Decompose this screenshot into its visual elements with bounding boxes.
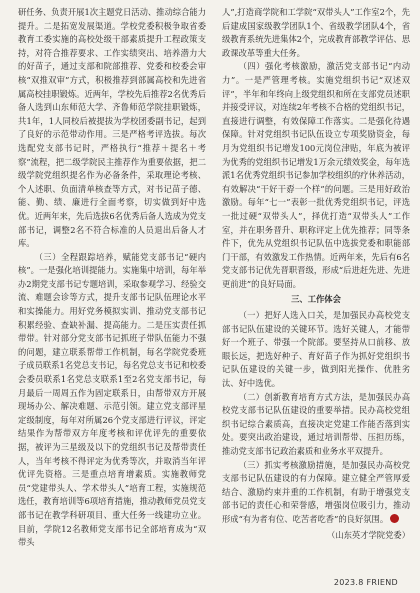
paragraph: 研任务、负责开展1次主题党日活动、推动综合能力提升。二是拓宽发展渠道。学校党委积极争取省委教育工委实施的高校处级干部素质提升工程政策支持，对符合推荐要求、工作实绩突出、培养潜力大的好苗子，通过支部和院部推荐、党委和校委会审核“双推双审”方式，积极推荐到部属高校和先进省属高校挂职锻炼。近两年，学校先后推荐2名优秀后备人选到山东师范大学、齐鲁师范学院挂职锻炼，共1年，1人同校后被提拔为学校团委副书记，起到了良好的示范带动作用。三是严格考评选拔。每次选配党支部书记时，严格执行“推荐＋提名＋考察”流程，把二级学院民主推荐作为重要依据，把二级学院党组织提名作为必备条件，采取理论考核、个人述职、负面清单核查等方式，对书记苗子德、能、勤、绩、廉进行全面考察，切实做到好中选优。近两年来，先后选拔6名优秀后备人选成为党支部书记，调整2名不符合标准的人员退出后备人才库。 xyxy=(18,7,206,249)
page-footer: 2023.8 FRIEND xyxy=(333,578,398,587)
right-column xyxy=(222,6,410,542)
source-attribution: （山东英才学院党委） xyxy=(327,529,410,540)
paragraph: （四）强化考核激励，激活党支部书记“内动力”。一是严管理考核。实施党组织书记“双述双评”，半年和年终向上级党组织和所在支部党员述职并接受评议，对连续2年考核不合格的党组织书记，直接进行调整，有效保障工作落实。二是强化待遇保障。针对党组织书记队伍设立专项奖励资金，每月为党组织书记增发100元岗位津贴，年底为被评为优秀的党组织书记增发1万余元绩效奖金，每年选派1名优秀党组织书记参加学校组织的疗休养活动，有效解决“干好干孬一个样”的问题。三是用好政治激励。每年“七一”表彰一批优秀党组织书记，评选一批过硬“双带头人”，择优打造“双带头人”工作室，并在职务晋升、职称评定上优先推荐；同等条件下，优先从党组织书记队伍中选拔党委和职能部门干部，有效激发工作热情。近两年来，先后有6名党支部书记优先晋职晋级，形成“后进赶先进、先进更前进”的良好局面。 xyxy=(222,61,410,289)
paragraph: （三）全程跟踪培养，赋能党支部书记“硬内核”。一是强化培训提能力。实施集中培训，每年举办2期党支部书记专题培训，采取参观学习、经验交流、难题会诊等方式，提升支部书记队伍理论水平和实操能力。用好党务模拟实训、推动党支部书记积累经验、查缺补漏、提高能力。二是压实责任抓带带。针对部分党支部书记抓班子带队伍能力不强的问题，建立联系帮带工作机制，每名学院党委班子成员联系1名党总支书记，每名党总支书记和校委会委员联系1名党总支联系1至2名党支部书记，每月最后一周周五作为固定联系日，由帮带双方开展现场办公、解决难题、示范引领。建立党支部评星定级制度，每年对所属26个党支部进行评议，评定结果作为帮带双方年度考核和评优评先的重要依据，被评为三星级及以下的党组织书记及帮带责任人，当年考核不得评定为优秀等次，并取消当年评优评先资格。三是重点培育增素质。实施教师党员“党建带头人、学术带头人”培育工程，实施规范选任，教育培训等6项培育措施，推动教师党员党支部书记在教学科研项目、重大任务一线建功立业。目前，学院12名教师党支部书记全部培育成为“双带头 xyxy=(18,251,206,548)
paragraph-last xyxy=(222,459,410,527)
paragraph: （一）把好人选入口关，是加强民办高校党支部书记队伍建设的关键环节。选好关键人，才能带好一个班子、带强一个院部。要坚持从口前移、放眼长远，把选好种子、育好苗子作为抓好党组织书记队伍建设的关键一步，做到阳光操作、优胜劣汰、好中选优。 xyxy=(222,310,410,389)
section-heading: 三、工作体会 xyxy=(291,294,341,305)
paragraph: 人”,打造商学院和工学院“双带头人”工作室2个，先后建成国家级教学团队1个、省级教学团队4个，省级教育系统先进集体2个，完成教育部教学评估、思政课改革等重大任务。 xyxy=(222,7,410,58)
paragraph: （二）创新教育培育方式方法，是加强民办高校党支部书记队伍建设的重要举措。民办高校党组织书记综合素质高，直接决定党建工作能否落到实处。要突出政治建设，通过培训帮带、压担历练，推动党支部书记政治素质和业务水平双提升。 xyxy=(222,391,410,456)
article-page xyxy=(18,6,410,576)
left-column xyxy=(18,6,206,550)
end-mark-icon xyxy=(390,514,399,523)
paragraph-text: （三）抓实考核激励措施，是加强民办高校党支部书记队伍建设的有力保障。建立健全严管厚爱结合、激励约束并重的工作机制，有助于增强党支部书记的责任心和荣誉感，增强岗位吸引力，推动形成“有为者有位、吃苦者吃香”的良好氛围。 xyxy=(222,459,410,524)
